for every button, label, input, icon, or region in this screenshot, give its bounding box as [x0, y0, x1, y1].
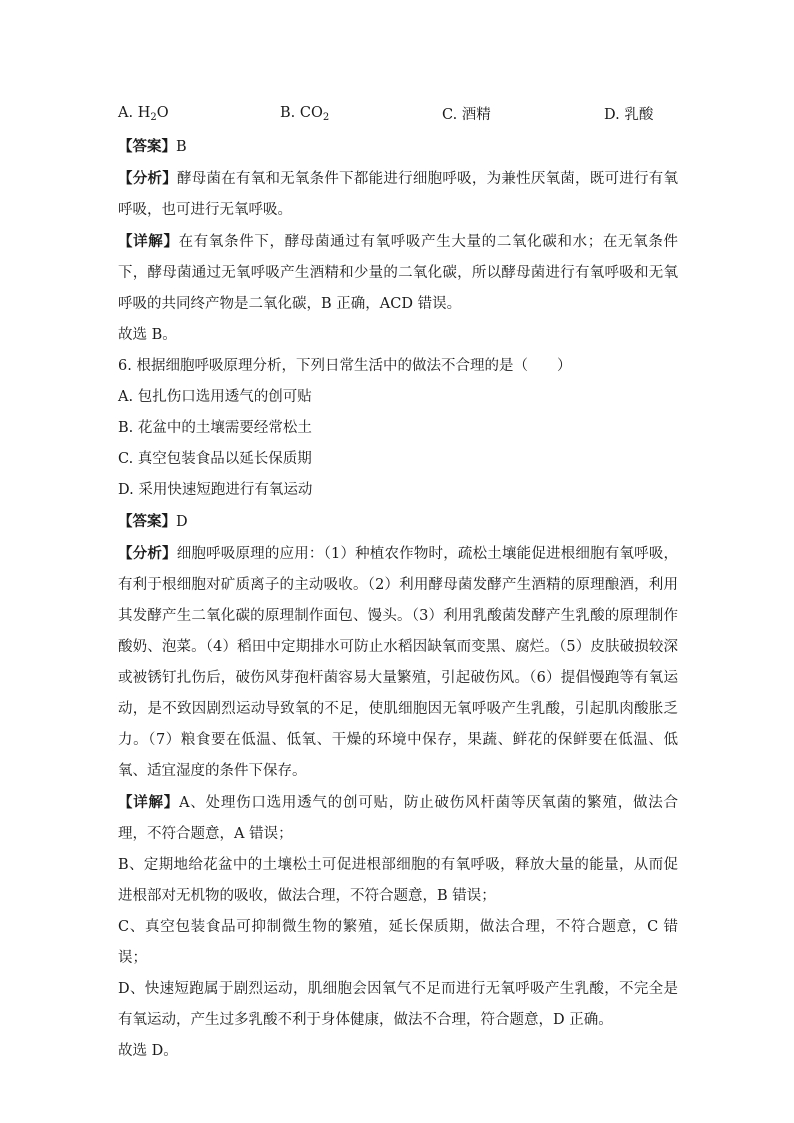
q6-detail-d: D、快速短跑属于剧烈运动，肌细胞会因氧气不足而进行无氧呼吸产生乳酸，不完全是有氧运动，产生过多乳酸不利于身体健康，做法不合理，符合题意，D 正确。	[118, 981, 678, 1028]
q6-detail-c: C、真空包装食品可抑制微生物的繁殖，延长保质期，做法合理，不符合题意，C 错误；	[118, 919, 678, 966]
document-page	[118, 100, 678, 1067]
q6-option-c: C. 真空包装食品以延长保质期	[118, 451, 312, 467]
q5-option-b: B. $CO_2$	[280, 105, 330, 123]
q6-answer: 【答案】D	[118, 513, 188, 530]
q5-option-a: A. $H_2O$	[118, 105, 169, 123]
q5-analysis: 【分析】酵母菌在有氧和无氧条件下都能进行细胞呼吸，为兼性厌氧菌，既可进行有氧呼吸，也可进行无氧呼吸。	[118, 170, 679, 218]
q5-option-d: D. 乳酸	[604, 107, 654, 123]
q6-stem: 6. 根据细胞呼吸原理分析，下列日常生活中的做法不合理的是（ ）	[118, 358, 572, 374]
q6-analysis: 【分析】细胞呼吸原理的应用：（1）种植农作物时，疏松土壤能促进根细胞有氧呼吸，有利于根细胞对矿质离子的主动吸收。（2）利用酵母菌发酵产生酒精的原理酿酒，利用其发酵产生二氧化碳的原理制作面包、馒头。（3）利用乳酸菌发酵产生乳酸的原理制作酸奶、泡菜。（4）稻田中定期排水可防止水稻因缺氧而变黑、腐烂。（5）皮肤破损较深或被锈钉扎伤后，破伤风芽孢杆菌容易大量繁殖，引起破伤风。（6）提倡慢跑等有氧运动，是不致因剧烈运动导致氧的不足，使肌细胞因无氧呼吸产生乳酸，引起肌肉酸胀乏力。（7）粮食要在低温、低氧、干燥的环境中保存，果蔬、鲜花的保鲜要在低温、低氧、适宜湿度的条件下保存。	[118, 545, 678, 779]
q5-conclusion: 故选 B。	[118, 327, 177, 343]
q5-option-c: C. 酒精	[442, 107, 491, 123]
q6-option-d: D. 采用快速短跑进行有氧运动	[118, 482, 313, 498]
q5-answer: 【答案】B	[118, 138, 187, 155]
q6-option-b: B. 花盆中的土壤需要经常松土	[118, 420, 312, 436]
q5-detail: 【详解】在有氧条件下，酵母菌通过有氧呼吸产生大量的二氧化碳和水；在无氧条件下，酵母菌通过无氧呼吸产生酒精和少量的二氧化碳，所以酵母菌进行有氧呼吸和无氧呼吸的共同终产物是二氧化碳，B 正确，ACD 错误。	[118, 233, 679, 312]
q6-option-a: A. 包扎伤口选用透气的创可贴	[118, 389, 312, 405]
q6-detail-b: B、定期地给花盆中的土壤松土可促进根部细胞的有氧呼吸，释放大量的能量，从而促进根部对无机物的吸收，做法合理，不符合题意，B 错误；	[118, 857, 678, 904]
q5-options	[118, 100, 678, 131]
q6-detail-a: 【详解】A、处理伤口选用透气的创可贴，防止破伤风杆菌等厌氧菌的繁殖，做法合理，不符合题意，A 错误；	[118, 794, 679, 842]
q6-conclusion: 故选 D。	[118, 1043, 178, 1059]
